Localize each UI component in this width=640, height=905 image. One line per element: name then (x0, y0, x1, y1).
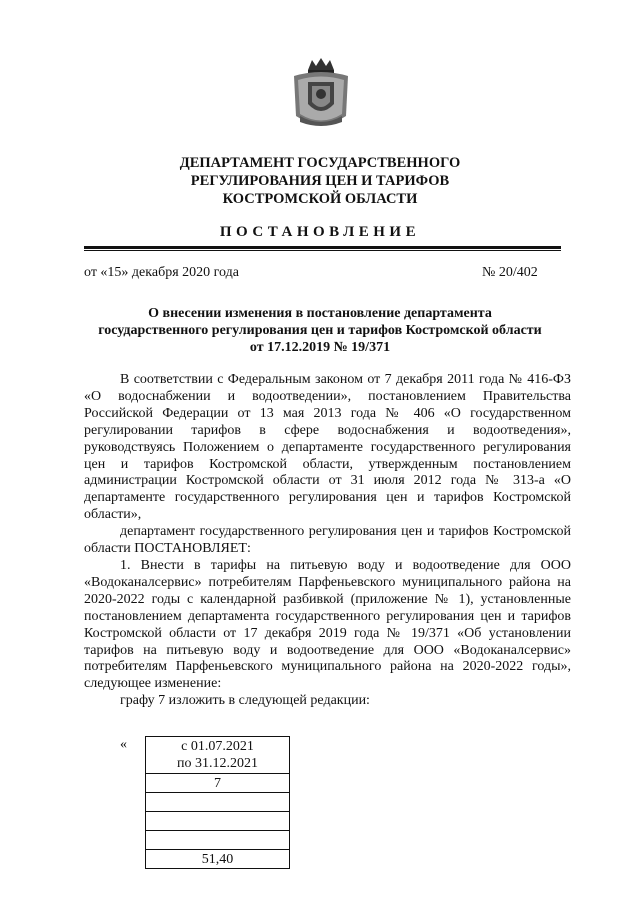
document-number: № 20/402 (482, 265, 538, 280)
paragraph-column-instruction: графу 7 изложить в следующей редакции: (120, 693, 370, 709)
department-line-1: ДЕПАРТАМЕНТ ГОСУДАРСТВЕННОГО (179, 155, 461, 171)
paragraph-item-1: 1. Внести в тарифы на питьевую воду и водоотведение для ООО «Водоканалсервис» потребителям Парфеньевского муниципального района на 2020-2022 годы с календарной разбивкой (приложение № 1), установленные постановлением департамента государственного регулирования цен и тарифов Костромской области от 17 декабря 2019 года № 19/371 «Об установлении тарифов на питьевую воду и водоотведение для ООО «Водоканалсервис» потребителям Парфеньевского муниципального района на 2020-2022 годы», следующее изменение: (84, 557, 571, 692)
empty-cell (146, 793, 290, 812)
document-body (84, 372, 571, 710)
empty-cell (146, 812, 290, 831)
subject-line-1: О внесении изменения в постановление департамента (148, 306, 492, 321)
tariff-column-table (145, 736, 290, 869)
table-row (146, 737, 290, 774)
document-subject (60, 305, 580, 356)
empty-cell (146, 831, 290, 850)
tariff-value-cell: 51,40 (146, 850, 290, 869)
subject-line-3: от 17.12.2019 № 19/371 (249, 340, 391, 355)
table-row (146, 793, 290, 812)
paragraph-resolves: департамент государственного регулирования цен и тарифов Костромской области ПОСТАНОВЛЯЕТ: (84, 524, 571, 557)
document-type-title: ПОСТАНОВЛЕНИЕ (219, 224, 421, 240)
table-row (146, 774, 290, 793)
period-cell (146, 737, 290, 774)
paragraph-legal-basis: В соответствии с Федеральным законом от 7 декабря 2011 года № 416-ФЗ «О водоснабжении и водоотведении», постановлением Правительства Российской Федерации от 13 мая 2013 года № 406 «О государственном регулировании тарифов в сфере водоснабжения и водоотведения», руководствуясь Положением о департаменте государственного регулирования цен и тарифов Костромской области, утвержденным постановлением администрации Костромской области от 31 июля 2012 года № 313-а «О департаменте государственного регулирования цен и тарифов Костромской области», (84, 372, 571, 523)
column-number-cell: 7 (146, 774, 290, 793)
header-divider (84, 246, 561, 251)
opening-quote: « (120, 737, 127, 752)
table-row (146, 812, 290, 831)
department-line-2: РЕГУЛИРОВАНИЯ ЦЕН И ТАРИФОВ (190, 173, 450, 189)
department-heading (0, 154, 640, 208)
kostroma-coat-of-arms-icon (290, 56, 352, 132)
period-from: с 01.07.2021 (181, 739, 254, 754)
document-date: от «15» декабря 2020 года (84, 265, 239, 280)
subject-line-2: государственного регулирования цен и тарифов Костромской области (98, 323, 542, 338)
period-to: по 31.12.2021 (177, 756, 258, 771)
department-line-3: КОСТРОМСКОЙ ОБЛАСТИ (222, 191, 418, 207)
table-row (146, 831, 290, 850)
table-row (146, 850, 290, 869)
